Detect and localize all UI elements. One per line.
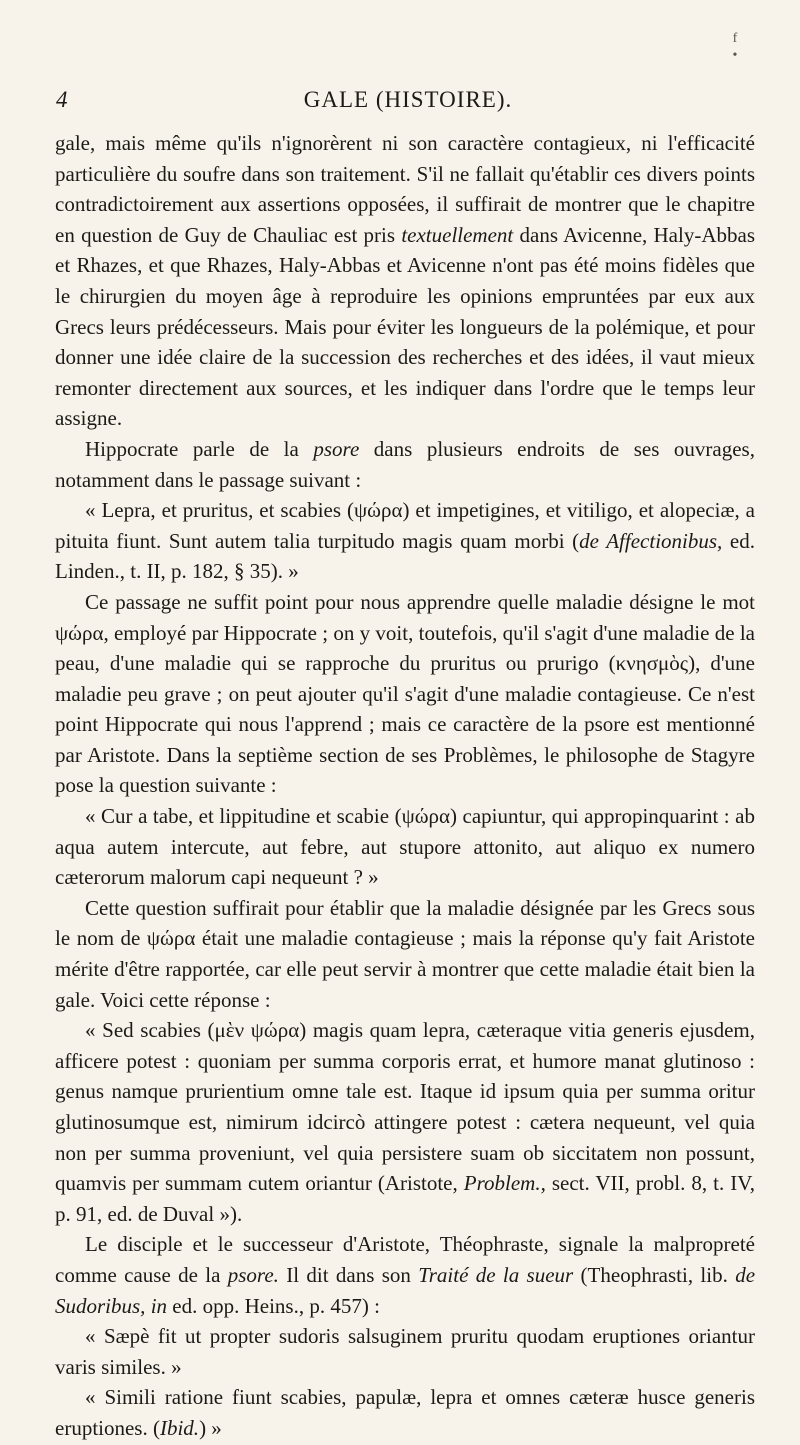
italic-text: in (150, 1293, 168, 1318)
paragraph (55, 1229, 755, 1321)
paragraph (55, 587, 755, 801)
running-head: GALE (HISTOIRE). (303, 87, 513, 112)
paragraph (55, 801, 755, 893)
italic-text: psore (313, 436, 360, 461)
text-run: ed. opp. Heins., p. 457) : (167, 1293, 380, 1318)
italic-text: Ibid. (159, 1415, 200, 1440)
paragraph (55, 893, 755, 1015)
text-run: Hippocrate parle de la (85, 436, 314, 461)
text-run: ) » (199, 1415, 222, 1440)
page-body (55, 128, 755, 1444)
paragraph (55, 128, 755, 434)
text-run: Le disciple et le successeur d'Aristote, Théophraste, signale la malpropreté comme cause de la (55, 1232, 755, 1287)
italic-text: de Sudoribus, (55, 1262, 756, 1318)
text-run: Ce passage ne suffit point pour nous apprendre quelle maladie désigne le mot ψώρα, employé par Hippocrate ; on y voit, toutefois, qu'il s'agit d'une maladie de la peau, d'une maladie qui se rapproche du pruritus ou prurigo (κνησμὸς), d'une maladie peu grave ; on peut ajouter qu'il s'agit d'une maladie contagieuse. Ce n'est point Hippocrate qui nous l'apprend ; mais ce caractère de la psore est mentionné par Aristote. Dans la septième section de ses Problèmes, le philosophe de Stagyre pose la question suivante : (55, 589, 755, 798)
text-run: « Lepra, et pruritus, et scabies (ψώρα) et impetigines, et vitiligo, et alopeciæ, a pituita fiunt. Sunt autem talia turpitudo magis quam morbi ( (55, 498, 755, 553)
paragraph (55, 495, 755, 587)
italic-text: de Affectionibus, (579, 528, 723, 553)
italic-text: textuellement (401, 222, 514, 247)
italic-text: Problem., (463, 1171, 546, 1196)
text-run: « Sæpè fit ut propter sudoris salsuginem pruritu quodam eruptiones oriantur varis similes. » (55, 1324, 755, 1379)
corner-mark: f • (732, 31, 738, 63)
text-run: Cette question suffirait pour établir que la maladie désignée par les Grecs sous le nom de ψώρα était une maladie contagieuse ; mais la réponse qu'y fait Aristote mérite d'être rapportée, car elle peut servir à montrer que cette maladie était bien la gale. Voici cette réponse : (55, 895, 755, 1012)
italic-text: Traité de la sueur (418, 1262, 574, 1287)
text-run: gale, mais même qu'ils n'ignorèrent ni son caractère contagieux, ni l'efficacité particulière du soufre dans son traitement. S'il ne fallait qu'établir ces divers points contradictoirement aux assertions opposées, il suffirait de montrer que le chapitre en question de Guy de Chauliac est pris (55, 131, 755, 247)
italic-text: psore. (227, 1262, 279, 1287)
text-run: dans Avicenne, Haly-Abbas et Rhazes, et que Rhazes, Haly-Abbas et Avicenne n'ont pas été moins fidèles que le chirurgien du moyen âge à reproduire les opinions empruntées par eux aux Grecs leurs prédécesseurs. Mais pour éviter les longueurs de la polémique, et pour donner une idée claire de la succession des recherches et des idées, il vaut mieux remonter directement aux sources, et les indiquer dans l'ordre que le temps leur assigne. (55, 222, 755, 431)
text-run: dans plusieurs endroits de ses ouvrages, notamment dans le passage suivant : (55, 436, 755, 492)
paragraph (55, 434, 755, 495)
text-run: « Sed scabies (μὲν ψώρα) magis quam lepra, cæteraque vitia generis ejusdem, afficere potest : quoniam per summa corporis errat, et humore manat glutinoso : genus namque prurientium omne tale est. Itaque id ipsum quia per summa oritur glutinosumque est, nimirum idcircò attingere potest : cætera nequeunt, vel quia non per summa proveniunt, vel quia persistere suam ob siccitatem non possunt, quamvis per summam cutem oriantur (Aristote, (55, 1018, 755, 1196)
paragraph (55, 1382, 755, 1443)
page-header (56, 85, 760, 121)
text-run: sect. VII, probl. 8, t. IV, p. 91, ed. de Duval »). (55, 1171, 755, 1226)
text-run: « Simili ratione fiunt scabies, papulæ, lepra et omnes cæteræ husce generis eruptiones. ( (55, 1385, 755, 1440)
paragraph (55, 1321, 755, 1382)
text-run: Il dit dans son (278, 1262, 419, 1287)
text-run: (Theophrasti, lib. (573, 1262, 736, 1287)
text-run: « Cur a tabe, et lippitudine et scabie (ψώρα) capiuntur, qui appropinquarint : ab aqua autem intercute, aut febre, aut stupore attonito, aut aliquo ex numero cæterorum malorum capi nequeunt ? » (55, 804, 755, 890)
paragraph (55, 1015, 755, 1229)
text-run: ed. Linden., t. II, p. 182, § 35). » (55, 528, 755, 584)
page-number: 4 (56, 87, 68, 112)
